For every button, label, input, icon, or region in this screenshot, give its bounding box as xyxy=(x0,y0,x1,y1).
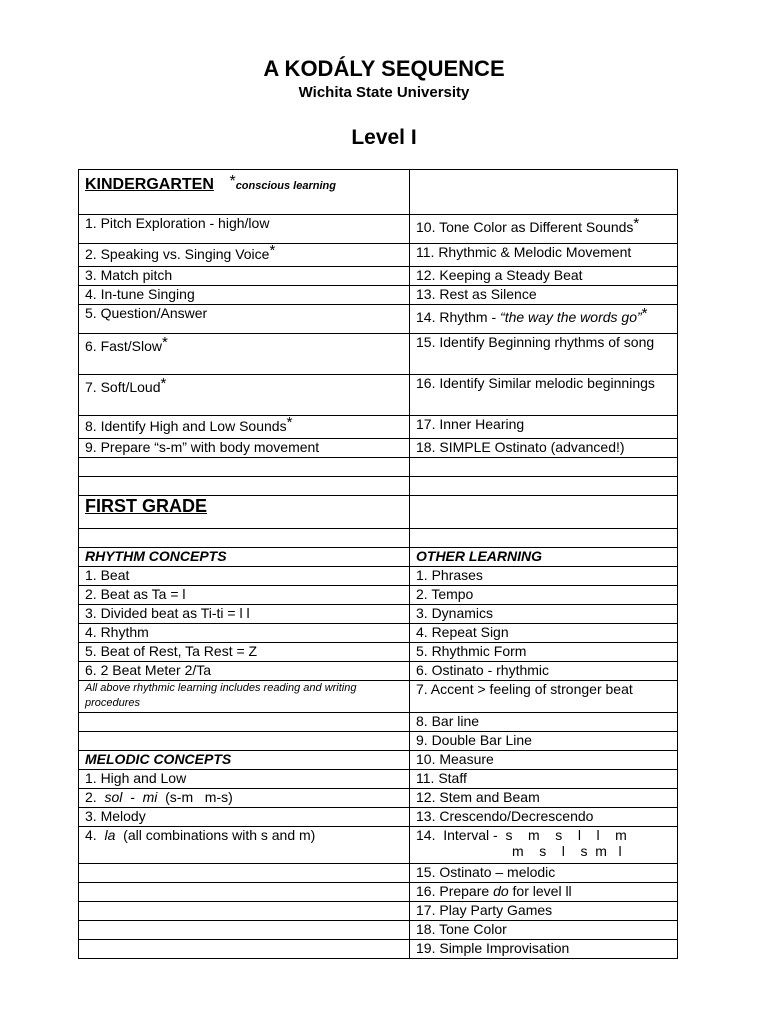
other-item: 10. Measure xyxy=(410,751,678,770)
k-item-3: 3. Match pitch xyxy=(79,267,410,286)
other-item: 16. Prepare do for level ll xyxy=(410,883,678,902)
other-item: 3. Dynamics xyxy=(410,605,678,624)
melodic-item: 4. la (all combinations with s and m) xyxy=(79,827,410,864)
table-row xyxy=(79,458,678,477)
table-row xyxy=(79,244,678,267)
k-item-2: 2. Speaking vs. Singing Voice* xyxy=(79,244,410,267)
table-row xyxy=(79,567,678,586)
table-cell xyxy=(79,529,410,548)
table-row xyxy=(79,286,678,305)
table-row xyxy=(79,940,678,959)
table-row xyxy=(79,375,678,416)
first-grade-heading: FIRST GRADE xyxy=(85,496,208,516)
other-item: 12. Stem and Beam xyxy=(410,789,678,808)
k-item-13: 13. Rest as Silence xyxy=(410,286,678,305)
rhythm-item: 3. Divided beat as Ti-ti = l l xyxy=(79,605,410,624)
table-row xyxy=(79,681,678,713)
k-item-9: 9. Prepare “s-m” with body movement xyxy=(79,439,410,458)
other-item: 2. Tempo xyxy=(410,586,678,605)
other-item: 19. Simple Improvisation xyxy=(410,940,678,959)
table-cell xyxy=(410,477,678,496)
other-item: 7. Accent > feeling of stronger beat xyxy=(410,681,678,713)
asterisk: * xyxy=(229,173,236,190)
table-cell xyxy=(79,940,410,959)
rhythm-item: 5. Beat of Rest, Ta Rest = Z xyxy=(79,643,410,662)
other-item-interval: 14. Interval - s m s l l m m s l s m l xyxy=(410,827,678,864)
table-cell xyxy=(79,477,410,496)
document-title: A KODÁLY SEQUENCE xyxy=(263,56,505,81)
other-item: 4. Repeat Sign xyxy=(410,624,678,643)
table-row xyxy=(79,334,678,375)
table-row xyxy=(79,732,678,751)
k-item-1: 1. Pitch Exploration - high/low xyxy=(79,215,410,244)
table-cell xyxy=(79,864,410,883)
table-row xyxy=(79,751,678,770)
sequence-table xyxy=(78,169,678,959)
first-grade-heading-cell xyxy=(79,496,410,529)
k-item-14: 14. Rhythm - “the way the words go”* xyxy=(410,305,678,334)
table-cell xyxy=(410,458,678,477)
table-cell xyxy=(79,458,410,477)
table-row xyxy=(79,864,678,883)
melodic-item: 3. Melody xyxy=(79,808,410,827)
table-cell xyxy=(410,496,678,529)
other-item: 8. Bar line xyxy=(410,713,678,732)
rhythm-note: All above rhythmic learning includes reading and writing procedures xyxy=(79,681,410,713)
table-row xyxy=(79,605,678,624)
rhythm-item: 4. Rhythm xyxy=(79,624,410,643)
table-cell xyxy=(410,170,678,215)
table-cell xyxy=(79,921,410,940)
table-row xyxy=(79,215,678,244)
k-item-7: 7. Soft/Loud* xyxy=(79,375,410,416)
other-item: 5. Rhythmic Form xyxy=(410,643,678,662)
k-item-11: 11. Rhythmic & Melodic Movement xyxy=(410,244,678,267)
table-row xyxy=(79,770,678,789)
table-row xyxy=(79,713,678,732)
other-item: 6. Ostinato - rhythmic xyxy=(410,662,678,681)
other-item: 1. Phrases xyxy=(410,567,678,586)
table-cell xyxy=(79,883,410,902)
table-row xyxy=(79,624,678,643)
k-item-6: 6. Fast/Slow* xyxy=(79,334,410,375)
table-row xyxy=(79,170,678,215)
level-heading: Level I xyxy=(351,126,417,149)
table-cell xyxy=(79,902,410,921)
k-item-17: 17. Inner Hearing xyxy=(410,416,678,439)
table-cell xyxy=(79,713,410,732)
other-item: 9. Double Bar Line xyxy=(410,732,678,751)
table-row xyxy=(79,496,678,529)
conscious-learning-note: conscious learning xyxy=(235,180,336,192)
table-row xyxy=(79,902,678,921)
table-cell xyxy=(79,732,410,751)
k-item-10: 10. Tone Color as Different Sounds* xyxy=(410,215,678,244)
other-learning-heading: OTHER LEARNING xyxy=(410,548,678,567)
table-row xyxy=(79,789,678,808)
table-row xyxy=(79,305,678,334)
melodic-item: 1. High and Low xyxy=(79,770,410,789)
melodic-concepts-heading: MELODIC CONCEPTS xyxy=(79,751,410,770)
k-item-18: 18. SIMPLE Ostinato (advanced!) xyxy=(410,439,678,458)
table-row xyxy=(79,883,678,902)
table-row xyxy=(79,548,678,567)
other-item: 18. Tone Color xyxy=(410,921,678,940)
table-row xyxy=(79,643,678,662)
k-item-12: 12. Keeping a Steady Beat xyxy=(410,267,678,286)
table-row xyxy=(79,827,678,864)
document-subtitle: Wichita State University xyxy=(298,84,470,101)
table-row xyxy=(79,477,678,496)
k-item-5: 5. Question/Answer xyxy=(79,305,410,334)
table-row xyxy=(79,439,678,458)
table-row xyxy=(79,662,678,681)
kindergarten-heading-cell xyxy=(79,170,410,215)
table-row xyxy=(79,529,678,548)
table-row xyxy=(79,586,678,605)
k-item-8: 8. Identify High and Low Sounds* xyxy=(79,416,410,439)
rhythm-item: 6. 2 Beat Meter 2/Ta xyxy=(79,662,410,681)
table-row xyxy=(79,808,678,827)
table-cell xyxy=(410,529,678,548)
rhythm-item: 2. Beat as Ta = l xyxy=(79,586,410,605)
table-row xyxy=(79,921,678,940)
k-item-15: 15. Identify Beginning rhythms of song xyxy=(410,334,678,375)
other-item: 13. Crescendo/Decrescendo xyxy=(410,808,678,827)
k-item-4: 4. In-tune Singing xyxy=(79,286,410,305)
rhythm-item: 1. Beat xyxy=(79,567,410,586)
kindergarten-heading: KINDERGARTEN xyxy=(85,176,214,193)
table-row xyxy=(79,267,678,286)
other-item: 17. Play Party Games xyxy=(410,902,678,921)
rhythm-concepts-heading: RHYTHM CONCEPTS xyxy=(79,548,410,567)
k-item-16: 16. Identify Similar melodic beginnings xyxy=(410,375,678,416)
table-row xyxy=(79,416,678,439)
melodic-item: 2. sol - mi (s-m m-s) xyxy=(79,789,410,808)
other-item: 15. Ostinato – melodic xyxy=(410,864,678,883)
other-item: 11. Staff xyxy=(410,770,678,789)
